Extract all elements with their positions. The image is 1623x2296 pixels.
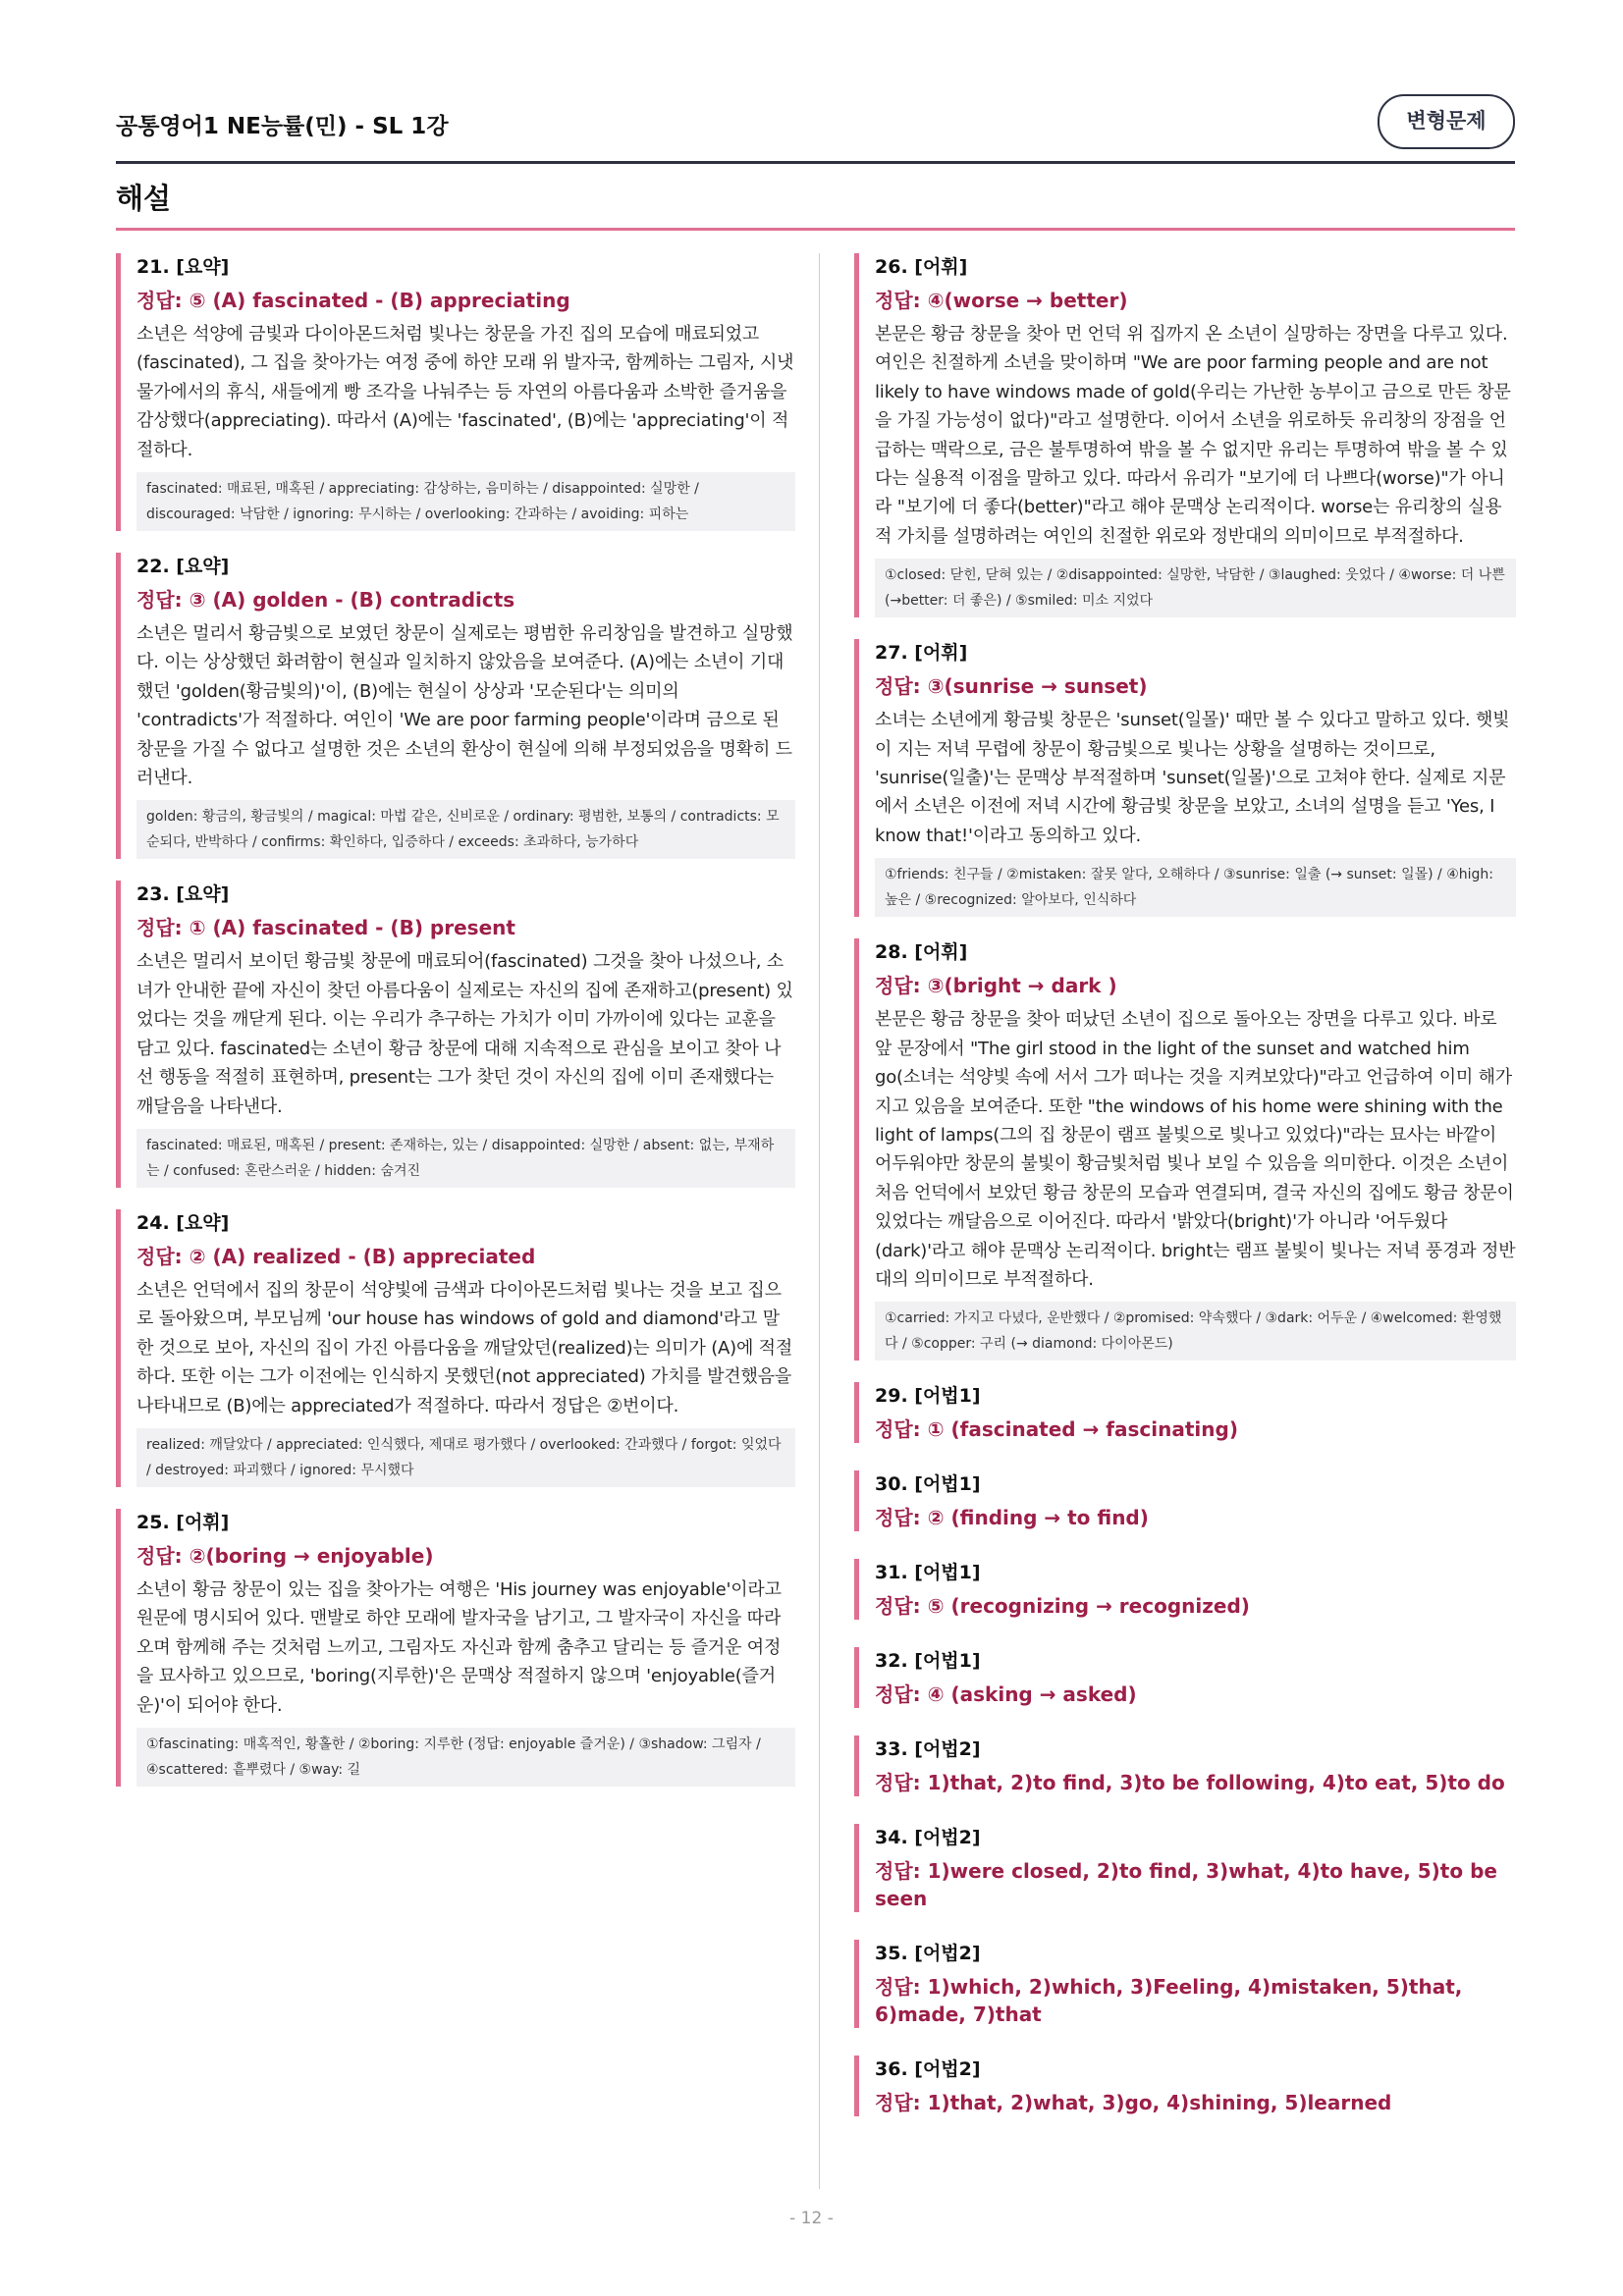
vocab-box: realized: 깨달았다 / appreciated: 인식했다, 제대로 평가했다 / overlooked: 간과했다 / forgot: 잊었다 / destroyed: 파괴했다 / ignored: 무시했다 — [136, 1428, 795, 1487]
question-26 — [854, 253, 1516, 617]
answer: 정답: ⑤ (A) fascinated - (B) appreciating — [136, 289, 570, 312]
answer: 정답: ③ (A) golden - (B) contradicts — [136, 588, 515, 613]
explanation: 소년은 멀리서 황금빛으로 보였던 창문이 실제로는 평범한 유리창임을 발견하고 실망했다. 이는 상상했던 화려함이 현실과 일치하지 않았음을 보여준다. (A)에는 소년이 기대했던 'golden(황금빛의)'이, (B)에는 현실이 상상과 '모순된다'는 의미의 'contradicts'가 적절하다. 여인이 'We are poor farming people'이라며 금으로 된 창문을 가질 수 없다고 설명한 것은 소년의 환상이 현실에 의해 부정되었음을 명확히 드러낸다. — [136, 623, 793, 789]
vocab-box: fascinated: 매료된, 매혹된 / present: 존재하는, 있는 / disappointed: 실망한 / absent: 없는, 부재하는 / confused: 혼란스러운 / hidden: 숨겨진 — [136, 1129, 795, 1188]
vocab-box: ①closed: 닫힌, 닫혀 있는 / ②disappointed: 실망한, 낙담한 / ③laughed: 웃었다 / ④worse: 더 나쁜 (→better: 더 좋은) / ⑤smiled: 미소 지었다 — [875, 559, 1516, 617]
section-title-text: 해설 — [116, 182, 172, 215]
question-title: 23. [요약] — [136, 883, 230, 906]
answer: 정답: ③(sunrise → sunset) — [875, 674, 1148, 699]
question-30 — [854, 1470, 1516, 1531]
question-27 — [854, 639, 1516, 917]
left-column — [116, 253, 795, 1808]
explanation: 본문은 황금 창문을 찾아 먼 언덕 위 집까지 온 소년이 실망하는 장면을 다루고 있다. 여인은 친절하게 소년을 맞이하며 "We are poor farming people and are not likely to have windows made of gold(우리는 가난한 농부이고 금으로 만든 창문을 가질 가능성이 없다)"라고 설명한다. 이어서 소년을 위로하듯 유리창의 장점을 언급하는 맥락으로, 금은 불투명하여 밖을 볼 수 없지만 유리는 투명하여 밖을 볼 수 있다는 실용적 이점을 말하고 있다. 따라서 유리가 "보기에 더 나쁘다(worse)"가 아니라 "보기에 더 좋다(better)"라고 해야 문맥상 논리적이다. worse는 유리창의 실용적 가치를 설명하려는 여인의 친절한 위로와 정반대의 의미이므로 부적절하다. — [875, 324, 1511, 547]
explanation: 소년이 황금 창문이 있는 집을 찾아가는 여행은 'His journey was enjoyable'이라고 원문에 명시되어 있다. 맨발로 하얀 모래에 발자국을 남기고, 그 발자국이 자신을 따라오며 함께해 주는 것처럼 느끼고, 그림자도 자신과 함께 춤추고 달리는 등 즐거운 여정을 묘사하고 있으므로, 'boring(지루한)'은 문맥상 적절하지 않으며 'enjoyable(즐거운)'이 되어야 한다. — [136, 1578, 782, 1716]
question-24 — [116, 1209, 795, 1487]
vocab-box: ①friends: 친구들 / ②mistaken: 잘못 알다, 오해하다 / ③sunrise: 일출 (→ sunset: 일몰) / ④high: 높은 / ⑤recognized: 알아보다, 인식하다 — [875, 858, 1516, 917]
question-29 — [854, 1382, 1516, 1443]
question-title: 31. [어법1] — [875, 1562, 981, 1584]
explanation: 소년은 언덕에서 집의 창문이 석양빛에 금색과 다이아몬드처럼 빛나는 것을 보고 집으로 돌아왔으며, 부모님께 'our house has windows of gold and diamond'라고 말한 것으로 보아, 자신의 집이 가진 아름다움을 깨달았던(realized)는 의미가 (A)에 적절하다. 또한 이는 그가 이전에는 인식하지 못했던(not appreciated) 가치를 발견했음을 나타내므로 (B)에는 appreciated가 적절하다. 따라서 정답은 ②번이다. — [136, 1279, 793, 1416]
question-21 — [116, 253, 795, 531]
vocab-box: golden: 황금의, 황금빛의 / magical: 마법 같은, 신비로운 / ordinary: 평범한, 보통의 / contradicts: 모순되다, 반박하다 / confirms: 확인하다, 입증하다 / exceeds: 초과하다, 능가하다 — [136, 800, 795, 859]
explanation: 소녀는 소년에게 황금빛 창문은 'sunset(일몰)' 때만 볼 수 있다고 말하고 있다. 햇빛이 지는 저녁 무렵에 창문이 황금빛으로 빛나는 상황을 설명하는 것이므로, 'sunrise(일출)'는 문맥상 부적절하며 'sunset(일몰)'으로 고쳐야 한다. 실제로 지문에서 소년은 이전에 저녁 시간에 황금빛 창문을 보았고, 소녀의 설명을 듣고 'Yes, I know that!'이라고 동의하고 있다. — [875, 710, 1510, 846]
vocab-box: ①carried: 가지고 다녔다, 운반했다 / ②promised: 약속했다 / ③dark: 어두운 / ④welcomed: 환영했다 / ⑤copper: 구리 (→ diamond: 다이아몬드) — [875, 1302, 1516, 1361]
question-33 — [854, 1735, 1516, 1796]
answer: 정답: 1)that, 2)what, 3)go, 4)shining, 5)learned — [875, 2091, 1392, 2115]
answer: 정답: ② (finding → to find) — [875, 1506, 1149, 1530]
question-34 — [854, 1824, 1516, 1912]
question-28 — [854, 938, 1516, 1361]
section-title — [116, 175, 1515, 231]
question-title: 25. [어휘] — [136, 1511, 230, 1533]
column-divider — [819, 253, 820, 2189]
question-title: 27. [어휘] — [875, 642, 968, 665]
question-36 — [854, 2056, 1516, 2116]
question-25 — [116, 1509, 795, 1787]
question-title: 21. [요약] — [136, 256, 230, 278]
answer: 정답: ③(bright → dark ) — [875, 974, 1117, 998]
answer: 정답: ④(worse → better) — [875, 289, 1128, 312]
answer: 정답: ② (A) realized - (B) appreciated — [136, 1244, 536, 1268]
answer: 정답: 1)which, 2)which, 3)Feeling, 4)mistaken, 5)that, 6)made, 7)that — [875, 1975, 1463, 2027]
page-number: - 12 - — [789, 2209, 834, 2228]
right-column — [854, 253, 1516, 2144]
question-title: 35. [어법2] — [875, 1943, 981, 1965]
question-35 — [854, 1940, 1516, 2028]
question-title: 28. [어휘] — [875, 941, 968, 964]
document-title: 공통영어1 NE능률(민) - SL 1강 — [116, 114, 449, 139]
question-title: 24. [요약] — [136, 1211, 230, 1234]
answer: 정답: ④ (asking → asked) — [875, 1682, 1137, 1707]
page-header — [116, 94, 1515, 164]
question-title: 26. [어휘] — [875, 256, 968, 278]
question-32 — [854, 1647, 1516, 1708]
question-23 — [116, 881, 795, 1187]
explanation: 소년은 멀리서 보이던 황금빛 창문에 매료되어(fascinated) 그것을 찾아 나섰으나, 소녀가 안내한 끝에 자신이 찾던 아름다움이 실제로는 자신의 집에 존재하고(present) 있었다는 것을 깨닫게 된다. 이는 우리가 추구하는 가치가 이미 가까이에 있다는 교훈을 담고 있다. fascinated는 소년이 황금 창문에 대해 지속적으로 관심을 보이고 찾아 나선 행동을 적절히 표현하며, present는 그가 찾던 것이 자신의 집에 이미 존재했다는 깨달음을 나타낸다. — [136, 951, 793, 1117]
answer: 정답: ②(boring → enjoyable) — [136, 1543, 434, 1568]
vocab-box: ①fascinating: 매혹적인, 황홀한 / ②boring: 지루한 (정답: enjoyable 즐거운) / ③shadow: 그림자 / ④scattered: 흩뿌렸다 / ⑤way: 길 — [136, 1728, 795, 1787]
answer: 정답: ① (fascinated → fascinating) — [875, 1417, 1238, 1442]
question-title: 30. [어법1] — [875, 1473, 981, 1496]
question-title: 34. [어법2] — [875, 1827, 981, 1849]
question-title: 32. [어법1] — [875, 1650, 981, 1673]
question-title: 36. [어법2] — [875, 2058, 981, 2081]
answer: 정답: ⑤ (recognizing → recognized) — [875, 1594, 1250, 1619]
question-title: 29. [어법1] — [875, 1385, 981, 1408]
variant-badge: 변형문제 — [1378, 94, 1515, 149]
question-22 — [116, 553, 795, 859]
answer: 정답: 1)that, 2)to find, 3)to be following, 4)to eat, 5)to do — [875, 1771, 1505, 1795]
question-31 — [854, 1559, 1516, 1620]
answer: 정답: 1)were closed, 2)to find, 3)what, 4)to have, 5)to be seen — [875, 1859, 1497, 1911]
explanation: 소년은 석양에 금빛과 다이아몬드처럼 빛나는 창문을 가진 집의 모습에 매료되었고(fascinated), 그 집을 찾아가는 여정 중에 하얀 모래 위 발자국, 함께하는 그림자, 시냇물가에서의 휴식, 새들에게 빵 조각을 나눠주는 등 자연의 아름다움과 소박한 즐거움을 감상했다(appreciating). 따라서 (A)에는 'fascinated', (B)에는 'appreciating'이 적절하다. — [136, 324, 794, 460]
answer: 정답: ① (A) fascinated - (B) present — [136, 916, 515, 940]
question-title: 33. [어법2] — [875, 1738, 981, 1761]
question-title: 22. [요약] — [136, 556, 230, 578]
explanation: 본문은 황금 창문을 찾아 떠났던 소년이 집으로 돌아오는 장면을 다루고 있다. 바로 앞 문장에서 "The girl stood in the light of the sunset and watched him go(소녀는 석양빛 속에 서서 그가 떠나는 것을 지켜보았다)"라고 언급하여 이미 해가 지고 있음을 보여준다. 또한 "the windows of his home were shining with the light of lamps(그의 집 창문이 램프 불빛으로 빛나고 있었다)"라는 묘사는 바깥이 어두워야만 창문의 불빛이 황금빛처럼 빛나 보일 수 있음을 의미한다. 이것은 소년이 처음 언덕에서 보았던 황금 창문의 모습과 연결되며, 결국 자신의 집에도 황금 창문이 있었다는 깨달음으로 이어진다. 따라서 '밝았다(bright)'가 아니라 '어두웠다(dark)'라고 해야 문맥상 논리적이다. bright는 램프 불빛이 빛나는 저녁 풍경과 정반대의 의미이므로 부적절하다. — [875, 1009, 1516, 1290]
vocab-box: fascinated: 매료된, 매혹된 / appreciating: 감상하는, 음미하는 / disappointed: 실망한 / discouraged: 낙담한 / ignoring: 무시하는 / overlooking: 간과하는 / avoiding: 피하는 — [136, 472, 795, 531]
